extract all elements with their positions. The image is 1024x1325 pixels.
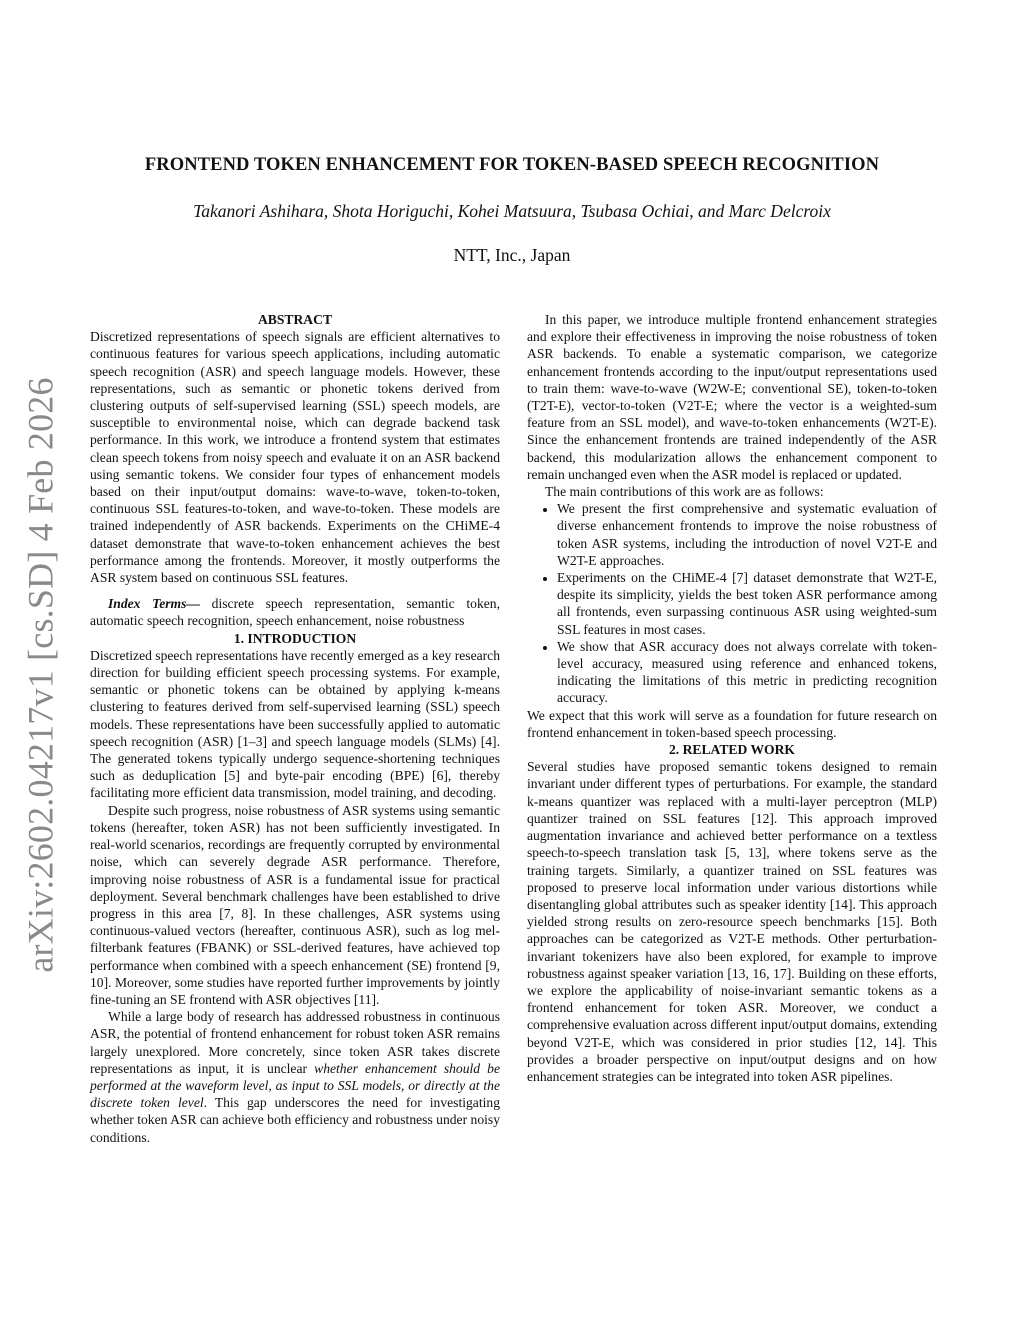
intro-paragraph-6: We expect that this work will serve as a foundation for future research on frontend enhancement in token-based speech processing.	[527, 707, 937, 740]
author-list: Takanori Ashihara, Shota Horiguchi, Kohei Matsuura, Tsubasa Ochiai, and Marc Delcroix	[193, 201, 831, 221]
intro-paragraph-3	[90, 1008, 500, 1146]
left-column	[90, 311, 500, 1146]
related-work-heading: 2. RELATED WORK	[668, 742, 795, 758]
index-terms-label: Index Terms—	[108, 596, 200, 612]
affiliation: NTT, Inc., Japan	[453, 245, 571, 265]
right-column	[527, 311, 937, 1085]
contribution-item: • We present the first comprehensive and systematic evaluation of diverse enhancement frontends to improve the noise robustness of token ASR systems, including the introduction of novel V2T-E and W2T-E approaches.	[557, 500, 937, 569]
intro-paragraph-1: Discretized speech representations have recently emerged as a key research direction for building efficient speech processing systems. For example, semantic or phonetic tokens can be obtained by applying k-means clustering to features derived from self-supervised learning (SSL) speech models. These representations have been successfully applied to automatic speech recognition (ASR) [1–3] and speech language models (SLMs) [4]. The generated tokens typically undergo sequence-shortening techniques such as deduplication [5] and byte-pair encoding (BPE) [6], thereby facilitating more efficient data transmission, model training, and decoding.	[90, 647, 500, 801]
index-terms	[90, 595, 500, 629]
intro-p3-emphasis: whether enhancement should be performed at the waveform level, as input to SSL models, or directly at the discrete token level	[90, 1060, 500, 1111]
arxiv-identifier	[14, 377, 68, 973]
contributions-list	[527, 500, 937, 706]
intro-paragraph-5: The main contributions of this work are as follows:	[545, 484, 824, 500]
intro-heading: 1. INTRODUCTION	[233, 630, 357, 646]
intro-p3-end: . This gap underscores the need for investigating whether token ASR can achieve both efficiency and robustness under noisy conditions.	[90, 1095, 500, 1145]
index-terms-text: discrete speech representation, semantic token, automatic speech recognition, speech enhancement, noise robustness	[90, 596, 500, 629]
abstract-heading: ABSTRACT	[257, 312, 333, 327]
right-flow	[527, 311, 937, 1085]
contribution-item: • We show that ASR accuracy does not always correlate with token-level accuracy, measured using reference and enhanced tokens, indicating the limitations of this metric in predicting recognition accuracy.	[557, 638, 937, 707]
intro-paragraph-4: In this paper, we introduce multiple frontend enhancement strategies and explore their effectiveness in improving the noise robustness of token ASR backends. To enable a systematic comparison, we categorize enhancement frontends according to the input/output representations used to train them: wave-to-wave (W2W-E; conventional SE), token-to-token (T2T-E), vector-to-token (V2T-E; where the vector is a weighted-sum feature from an SSL model), and wave-to-token enhancements (W2T-E). Since the enhancement frontends are trained independently of the ASR backend, this modularization allows the enhancement component to remain unchanged even when the ASR model is replaced or updated.	[527, 312, 937, 482]
intro-p3-start: While a large body of research has addressed robustness in continuous ASR, the potential of frontend enhancement for robust token ASR remains largely unexplored. More concretely, since token ASR takes discrete representations as input, it is unclear	[90, 1009, 500, 1076]
related-work-paragraph: Several studies have proposed semantic tokens designed to remain invariant under different types of perturbations. For example, the standard k-means quantizer was replaced with a multi-layer perceptron (MLP) quantizer trained on SSL features [12]. This approach improved augmentation invariance and achieved better performance on a textless speech-to-speech translation task [5, 13], where tokens serve as the training targets. Similarly, a quantizer trained on SSL features was proposed to preserve local information under various distortions while disentangling global attributes such as speaker identity [14]. This approach yielded strong results on zero-resource speech benchmarks [15]. Both approaches can be categorized as V2T-E methods. Other perturbation-invariant tokenizers have also been explored, for example to improve robustness against speaker variation [13, 16, 17]. Building on these efforts, we explore the applicability of noise-invariant semantic tokens as a frontend enhancement for token ASR. Moreover, we conduct a comprehensive evaluation across different input/output domains, extending beyond V2T-E, which was considered in prior studies [12, 14]. This provides a broader perspective on input/output designs and on how enhancement strategies can be integrated into token ASR pipelines.	[527, 759, 937, 1084]
abstract-text: Discretized representations of speech signals are efficient alternatives to continuous features for various speech applications, including automatic speech recognition (ASR) and speech language models. However, these representations, such as semantic or phonetic tokens derived from clustering outputs of self-supervised learning (SSL) speech models, are susceptible to environmental noise, which can degrade backend task performance. In this work, we introduce a frontend system that estimates clean speech tokens from noisy speech and evaluate it on an ASR backend using semantic tokens. We consider four types of enhancement models based on their input/output domains: wave-to-wave, token-to-token, continuous SSL features-to-token, and wave-to-token. These models are trained independently of ASR backends. Experiments on the CHiME-4 dataset demonstrate that wave-to-token enhancement achieves the best performance among the frontends. Moreover, it mostly outperforms the ASR system based on continuous SSL features.	[90, 329, 500, 586]
paper-title: FRONTEND TOKEN ENHANCEMENT FOR TOKEN-BASED SPEECH RECOGNITION	[144, 155, 880, 175]
arxiv-id-text: arXiv:2602.04217v1 [cs.SD] 4 Feb 2026	[21, 377, 62, 973]
intro-paragraph-2: Despite such progress, noise robustness of ASR systems using semantic tokens (hereafter, token ASR) has not been sufficiently investigated. In real-world scenarios, recordings are frequently corrupted by environmental noise, which can severely degrade ASR performance. Therefore, improving noise robustness of ASR is a fundamental issue for practical deployment. Several benchmark challenges have been established to drive progress in this area [7, 8]. In these challenges, ASR systems using continuous-valued vectors (hereafter, continuous ASR), such as log mel-filterbank features (FBANK) or SSL-derived features, have achieved top performance when combined with a speech enhancement (SE) frontend [9, 10]. Moreover, some studies have reported further improvements by jointly fine-tuning an SE frontend with ASR objectives [11].	[90, 802, 500, 1007]
contribution-item: • Experiments on the CHiME-4 [7] dataset demonstrate that W2T-E, despite its simplicity, yields the best token ASR performance among all frontends, even surpassing continuous ASR using weighted-sum SSL features in most cases.	[557, 569, 937, 638]
